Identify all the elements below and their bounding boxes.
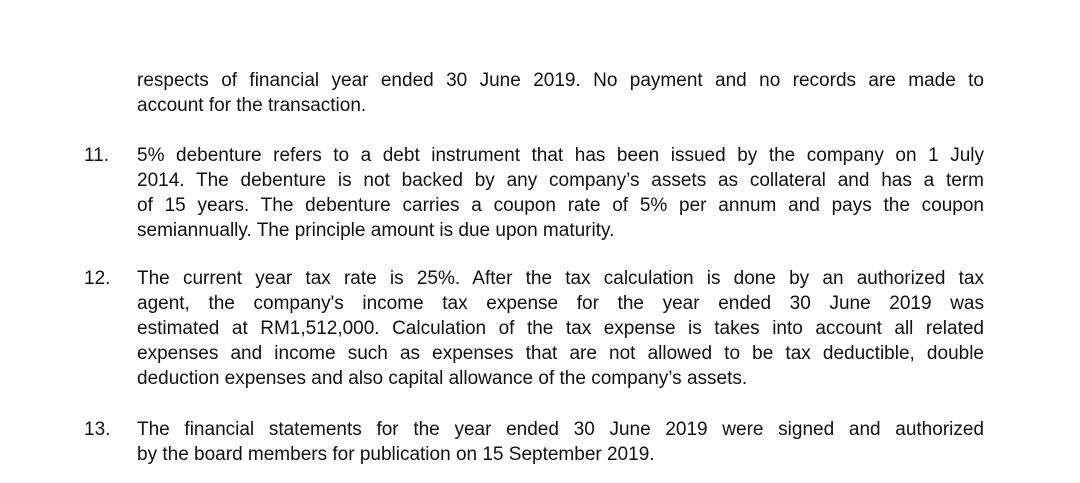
text-line: deduction expenses and also capital allowance of the company’s assets. (137, 368, 748, 389)
text-line: account for the transaction. (137, 95, 367, 116)
item-number: 11. (84, 145, 110, 166)
text-line: by the board members for publication on 15 September 2019. (137, 444, 655, 465)
text-line: 2014. The debenture is not backed by any company’s assets as collateral and has a term (137, 170, 984, 191)
text-line: semiannually. The principle amount is due upon maturity. (137, 220, 615, 241)
intro-paragraph (137, 68, 984, 118)
text-line: estimated at RM1,512,000. Calculation of the tax expense is takes into account all related (137, 318, 984, 339)
text-line: 5% debenture refers to a debt instrument that has been issued by the company on 1 July (137, 145, 984, 166)
item-paragraph-13 (137, 417, 984, 467)
text-line: agent, the company's income tax expense for the year ended 30 June 2019 was (137, 293, 984, 314)
text-line: expenses and income such as expenses that are not allowed to be tax deductible, double (137, 343, 984, 364)
item-paragraph-12 (137, 266, 984, 391)
text-line: of 15 years. The debenture carries a coupon rate of 5% per annum and pays the coupon (137, 195, 984, 216)
text-line: The current year tax rate is 25%. After the tax calculation is done by an authorized tax (137, 268, 984, 289)
item-number: 13. (84, 419, 111, 440)
text-line: The financial statements for the year ended 30 June 2019 were signed and authorized (137, 419, 984, 440)
item-paragraph-11 (137, 143, 984, 243)
item-number: 12. (84, 268, 111, 289)
text-line: respects of financial year ended 30 June 2019. No payment and no records are made to (137, 70, 984, 91)
